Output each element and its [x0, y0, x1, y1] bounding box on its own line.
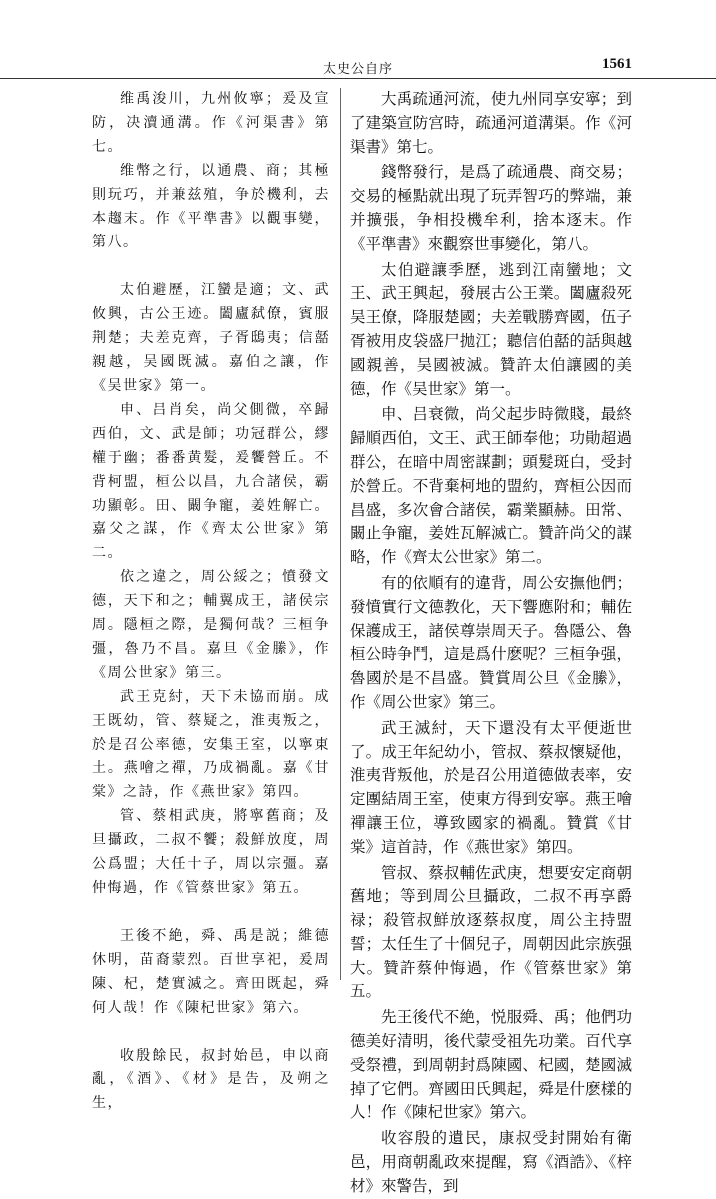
original-paragraph-qi-taigong: 申、吕肖矣，尚父側微，卒歸西伯，文、武是師；功冠群公，繆權于幽；番番黄髮，爰饗營丘。不背柯盟，桓公以昌，九合諸侯，霸功顯彰。田、闞争寵，姜姓解亡。嘉父之謀，作《齊太公世家》第二。 — [92, 401, 330, 562]
original-paragraph-wu-shijia: 太伯避歷，江蠻是適；文、武攸興，古公王迹。闔廬弑僚，賓服荆楚；夫差克齊，子胥鴟夷；信嚭親越，吴國既滅。嘉伯之讓，作《吴世家》第一。 — [92, 282, 330, 394]
translation-paragraph-ping-zhun: 錢幣發行，是爲了疏通農、商交易；交易的極點就出現了玩弄智巧的弊端，兼并擴張，争相投機牟利，捨本逐末。作《平準書》來觀察世事變化，第八。 — [350, 163, 632, 253]
page-number: 1561 — [602, 56, 632, 72]
translation-paragraph-wei-kangshu: 收容殷的遺民，康叔受封開始有衛邑，用商朝亂政來提醒，寫《酒誥》、《梓材》來警告，到 — [350, 1129, 632, 1195]
translation-column — [350, 88, 632, 1195]
column-divider — [340, 88, 341, 980]
original-paragraph-zhou-gong: 依之違之，周公綏之；憤發文德，天下和之；輔翼成王，諸侯宗周。隱桓之際，是獨何哉？三桓争彊，魯乃不昌。嘉旦《金縢》，作《周公世家》第三。 — [92, 569, 330, 681]
page-header — [0, 48, 716, 79]
translation-paragraph-guan-cai: 管叔、蔡叔輔佐武庚，想要安定商朝舊地；等到周公旦攝政，二叔不再享爵禄；殺管叔鮮放逐蔡叔度，周公主持盟誓；太任生了十個兒子，周朝因此宗族强大。贊許蔡仲悔過，作《管蔡世家》第五。 — [350, 863, 632, 1001]
original-paragraph-chen-qi: 王後不絶，舜、禹是説；維德休明，苗裔蒙烈。百世享祀，爰周陳、杞，楚實滅之。齊田既起，舜何人哉！作《陳杞世家》第六。 — [92, 927, 330, 1016]
section-gap — [92, 1021, 330, 1045]
original-paragraph-wei-kangshu: 收殷餘民，叔封始邑，申以商亂，《酒》、《材》是告，及朔之生， — [92, 1047, 330, 1112]
section-gap — [92, 901, 330, 925]
translation-paragraph-yan-shijia: 武王滅紂，天下還没有太平便逝世了。成王年紀幼小，管叔、蔡叔懷疑他，淮夷背叛他，於是召公用道德做表率，安定團結周王室，使東方得到安寧。燕王噲禪讓王位，導致國家的禍亂。贊賞《甘棠》這首詩，作《燕世家》第四。 — [350, 718, 632, 856]
original-paragraph-ping-zhun: 维幣之行，以通農、商；其極則玩巧，并兼兹殖，争於機利，去本趨末。作《平準書》以觀事變，第八。 — [92, 162, 330, 251]
translation-paragraph-qi-taigong: 申、吕衰微，尚父起步時微賤，最終歸順西伯，文王、武王師奉他；功勛超過群公，在暗中周密謀劃；頭髮斑白，受封於營丘。不背棄柯地的盟約，齊桓公因而昌盛，多次會合諸侯，霸業顯赫。田常、闞止争寵，姜姓瓦解滅亡。贊許尚父的謀略，作《齊太公世家》第二。 — [350, 405, 632, 567]
original-paragraph-yan-shijia: 武王克紂，天下未協而崩。成王既幼，管、蔡疑之，淮夷叛之，於是召公率德，安集王室，以寧東土。燕噲之禪，乃成禍亂。嘉《甘棠》之詩，作《燕世家》第四。 — [92, 688, 330, 801]
original-text-column — [92, 88, 330, 1112]
translation-paragraph-he-qu: 大禹疏通河流，使九州同享安寧；到了建築宣防宫時，疏通河道溝渠。作《河渠書》第七。 — [350, 90, 632, 156]
translation-paragraph-zhou-gong: 有的依順有的違背，周公安撫他們；發憤實行文德教化，天下響應附和；輔佐保護成王，諸侯尊崇周天子。魯隱公、魯桓公時争鬥，這是爲什麽呢？三桓争强，魯國於是不昌盛。贊賞周公旦《金縢》，作《周公世家》第三。 — [350, 573, 632, 711]
translation-paragraph-wu-shijia: 太伯避讓季歷，逃到江南蠻地；文王、武王興起，發展古公王業。闔廬殺死吴王僚，降服楚國；夫差戰勝齊國，伍子胥被用皮袋盛尸拋江；聽信伯嚭的話與越國親善，吴國被滅。贊許太伯讓國的美德，作《吴世家》第一。 — [350, 260, 632, 398]
section-gap — [92, 255, 330, 279]
original-paragraph-he-qu: 维禹浚川，九州攸寧；爰及宣防，决瀆通溝。作《河渠書》第七。 — [92, 91, 330, 155]
running-title: 太史公自序 — [322, 62, 394, 77]
original-paragraph-guan-cai: 管、蔡相武庚，將寧舊商；及旦攝政，二叔不饗；殺鮮放度，周公爲盟；大任十子，周以宗彊。嘉仲悔過，作《管蔡世家》第五。 — [92, 808, 330, 896]
translation-paragraph-chen-qi: 先王後代不絶，悦服舜、禹；他們功德美好清明，後代蒙受祖先功業。百代享受祭禮，到周朝封爲陳國、杞國，楚國滅掉了它們。齊國田氏興起，舜是什麽樣的人！作《陳杞世家》第六。 — [350, 1008, 632, 1122]
